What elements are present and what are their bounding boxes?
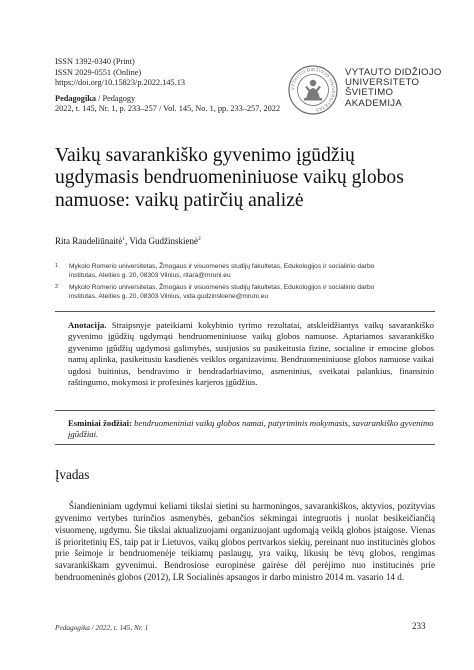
- keywords: [68, 418, 434, 441]
- author-1: Rita Raudeliūnaitė: [55, 236, 123, 246]
- author-separator: ,: [124, 236, 130, 246]
- abstract-top-rule: [55, 311, 435, 312]
- affiliation-number: 2: [55, 283, 59, 290]
- author-2: Vida Gudžinskienė: [129, 236, 199, 246]
- author-list: [55, 236, 201, 246]
- university-seal-icon: [288, 65, 338, 115]
- keywords-label: Esminiai žodžiai:: [68, 418, 132, 428]
- affiliation-1-line-1: Mykolo Romerio universitetas, Žmogaus ir visuomenės studijų fakultetas, Edukologijos ir socialinio darbo: [69, 263, 375, 270]
- university-line-4: AKADEMIJA: [345, 97, 403, 109]
- university-line-1: VYTAUTO DIDŽIOJO: [345, 67, 442, 78]
- affiliation-number: 1: [55, 263, 59, 269]
- university-name: [345, 68, 442, 109]
- article-metadata: [55, 57, 280, 115]
- affiliation-2-line-2: institutas, Ateities g. 20, 08303 Vilnius, vida.gudzinskiene@mruni.eu: [69, 293, 269, 301]
- body-text: Šiandieniniam ugdymui keliami tikslai sietini su harmoningos, savarankiškos, aktyvios, pozityvias gyvenimo vertybes turinčios asmenybės, gebančios sėkmingai integruotis į nuolat besikeičiančią visuomenę, ugdymu. Šie tikslai aktualizuojami organizuojant ugdomąją veiklą globos įstaigose. Vienas iš prioritetinių ES, taip pat ir Lietuvos, vaikų globos pertvarkos siekių, pereinant nuo institucinės globos prie šeimoje ir bendruomenėje teikiamų paslaugų, yra vaikų, likusių be tėvų globos, rengimas savarankiškam gyvenimui. Bendrosiose europinėse gairėse dėl perėjimo nuo institucinės prie bendruomeninės globos (2012), LR Socialinės apsaugos ir darbo ministro 2014 m. vasario 14 d.: [55, 501, 435, 583]
- issn-online: ISSN 2029-0551 (Online): [55, 67, 142, 77]
- title-line-1: Vaikų savarankiško gyvenimo įgūdžių: [55, 145, 355, 166]
- university-line-3: ŠVIETIMO: [345, 87, 394, 99]
- abstract-label: Anotacija.: [68, 320, 107, 330]
- affiliations: [55, 262, 435, 304]
- affiliation-1: [55, 262, 435, 281]
- svg-text:VYTAUTO DIDŽIOJO UNIVERSITETAS: VYTAUTO DIDŽIOJO UNIVERSITETAS: [289, 66, 337, 113]
- body-paragraph: [55, 501, 435, 584]
- title-line-2: ugdymasis bendruomeniniuose vaikų globos: [55, 167, 404, 189]
- abstract-divider: [55, 410, 435, 411]
- affiliation-1-line-2: institutas, Ateities g. 20, 08303 Vilnius, ritara@mruni.eu: [69, 272, 231, 280]
- affiliation-2: [55, 283, 435, 302]
- doi-link[interactable]: https://doi.org/10.15823/p.2022.145.13: [55, 78, 186, 88]
- author-2-affiliation-mark: 2: [198, 236, 201, 242]
- journal-name-english: / Pedagogy: [96, 93, 136, 103]
- journal-name: [55, 94, 280, 105]
- section-heading: Įvadas: [55, 467, 90, 482]
- running-footer: Pedagogika / 2022, t. 145, Nr. 1: [55, 623, 149, 632]
- journal-name-bold: Pedagogika: [55, 93, 97, 103]
- article-title: [55, 145, 435, 212]
- affiliation-2-line-1: Mykolo Romerio universitetas, Žmogaus ir visuomenės studijų fakultetas, Edukologijos ir socialinio darbo: [69, 283, 375, 291]
- abstract: [68, 320, 434, 388]
- volume-line: 2022, t. 145, Nr. 1, p. 233–257 / Vol. 145, No. 1, pp. 233–257, 2022: [55, 104, 281, 114]
- keywords-text: bendruomeniniai vaikų globos namai, patyriminis mokymasis, savarankiško gyvenimo įgūdžiai.: [68, 418, 434, 440]
- keywords-bottom-rule: [55, 444, 435, 445]
- abstract-text: Straipsnyje pateikiami kokybinio tyrimo rezultatai, atskleidžiantys vaikų savarankiško gyvenimo įgūdžių ugdymąsi bendruomeniniuose vaikų globos namuose. Aptariamos savarankiško gyvenimo įgūdžių ugdymosi galimybės, susijusios su pasikeitusia fizine, socialine ir emocine globos namų aplinka, pasikeitusiu kasdienės veiklos organizavimu. Bendruomeniniuose globos namuose vaikai ugdosi buitinius, bendravimo ir bendradarbiavimo, asmeninius, sveikatai palankius, finansinio raštingumo, mokymosi ir profesinės karjeros įgūdžius.: [68, 320, 434, 388]
- page-number: 233: [412, 621, 426, 631]
- university-line-2: UNIVERSITETO: [345, 77, 420, 89]
- title-line-3: namuose: vaikų patirčių analizė: [55, 189, 304, 211]
- issn-print: ISSN 1392-0340 (Print): [55, 57, 135, 66]
- author-1-affiliation-mark: 1: [122, 236, 125, 242]
